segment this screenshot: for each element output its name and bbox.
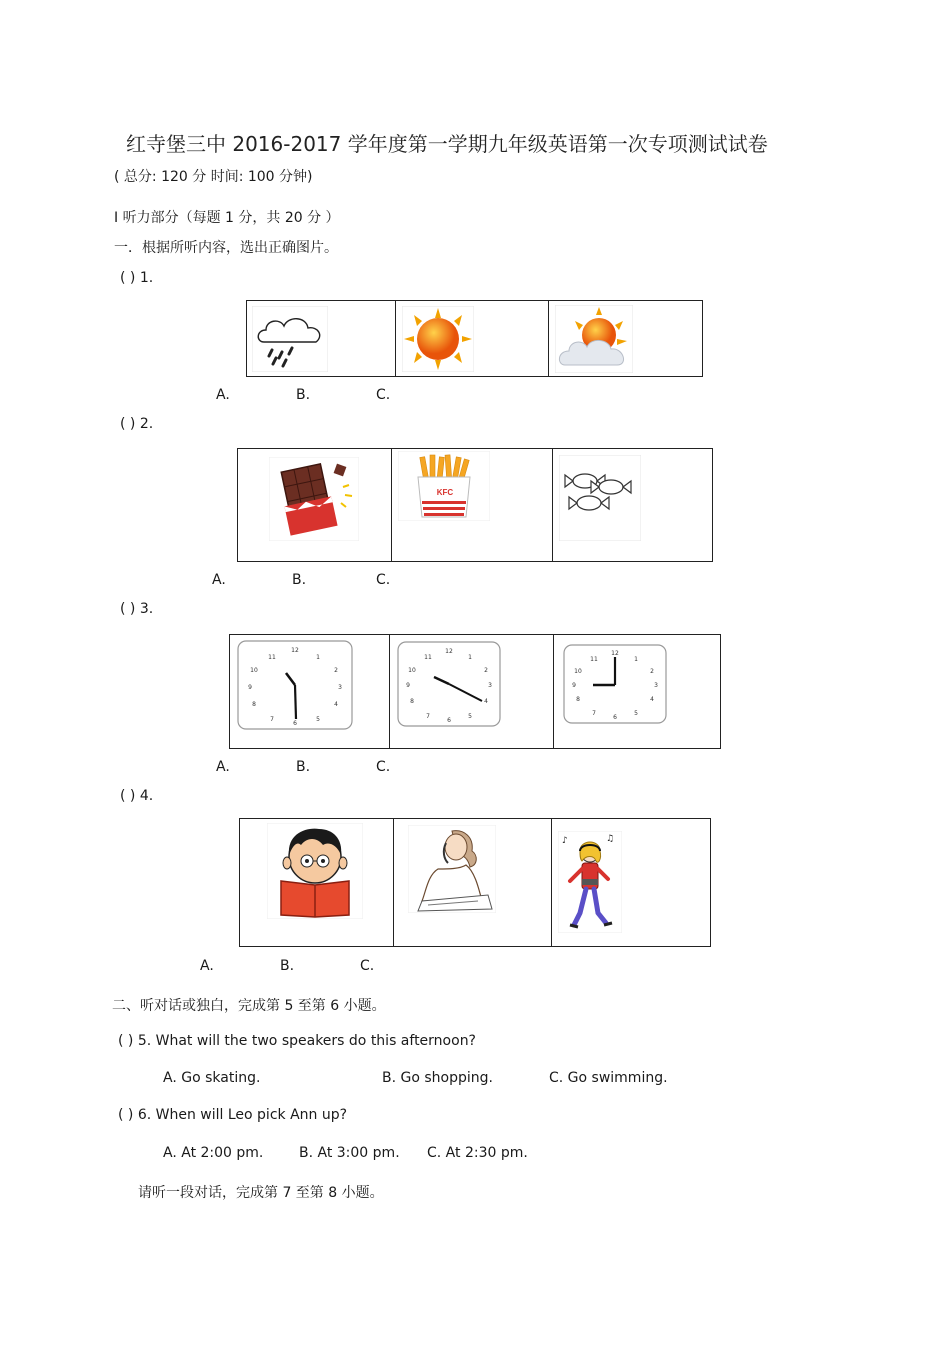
question-1-label-b: B. [296,387,311,403]
svg-text:12: 12 [611,650,619,657]
question-5-option-c[interactable]: C. Go swimming. [549,1070,668,1086]
question-1-number: ( ) 1. [120,270,154,286]
svg-text:1: 1 [316,654,320,661]
boy-reading-book-icon [267,823,363,919]
svg-text:11: 11 [590,656,598,663]
clock-icon [396,640,502,728]
question-3-options [229,634,721,749]
question-6-option-a[interactable]: A. At 2:00 pm. [163,1145,264,1161]
question-5-text: ( ) 5. What will the two speakers do this afternoon? [118,1033,476,1049]
svg-text:11: 11 [268,654,276,661]
option-3c[interactable] [554,635,720,748]
clock-nine-oclock-icon [562,643,668,725]
option-4c[interactable] [552,819,710,946]
chocolate-bar-icon [269,457,359,541]
rain-cloud-icon [252,306,328,372]
svg-text:8: 8 [576,696,580,703]
svg-text:12: 12 [445,648,453,655]
question-4-label-b: B. [280,958,295,974]
question-2-options [237,448,713,562]
svg-text:2: 2 [334,667,338,674]
option-2b[interactable] [392,449,553,561]
question-3-label-b: B. [296,759,311,775]
question-2-number: ( ) 2. [120,416,154,432]
question-6-option-b[interactable]: B. At 3:00 pm. [299,1145,400,1161]
svg-text:3: 3 [488,682,492,689]
option-3b[interactable] [390,635,554,748]
woman-on-phone-icon [408,825,496,913]
option-2a[interactable] [238,449,392,561]
option-3a[interactable] [230,635,390,748]
svg-text:3: 3 [654,682,658,689]
question-1-label-a: A. [216,387,230,403]
svg-text:4: 4 [650,696,654,703]
question-3-label-a: A. [216,759,230,775]
kfc-text: KFC [436,488,454,497]
svg-text:8: 8 [252,701,256,708]
svg-text:5: 5 [634,710,638,717]
svg-text:4: 4 [484,698,488,705]
option-2c[interactable] [553,449,712,561]
clock-half-past-eleven-icon [236,639,354,731]
svg-text:6: 6 [447,717,451,724]
part1-instruction: 一．根据所听内容，选出正确图片。 [114,240,338,256]
candies-icon [559,455,641,541]
section-header: I 听力部分（每题 1 分，共 20 分 ） [114,210,340,226]
svg-text:2: 2 [650,668,654,675]
question-3-number: ( ) 3. [120,601,154,617]
svg-text:♪: ♪ [562,836,568,846]
svg-text:1: 1 [634,656,638,663]
part3-instruction: 请听一段对话，完成第 7 至第 8 小题。 [138,1185,384,1201]
option-1b[interactable] [396,301,549,376]
question-6-text: ( ) 6. When will Leo pick Ann up? [118,1107,348,1123]
question-1-options [246,300,703,377]
question-4-label-c: C. [360,958,375,974]
sun-icon [402,306,474,372]
svg-text:10: 10 [408,667,416,674]
svg-text:4: 4 [334,701,338,708]
svg-text:12: 12 [291,647,299,654]
question-2-label-b: B. [292,572,307,588]
svg-text:7: 7 [592,710,596,717]
score-time-line: ( 总分: 120 分 时间: 100 分钟) [114,169,313,185]
svg-text:5: 5 [468,713,472,720]
svg-text:9: 9 [406,682,410,689]
svg-text:7: 7 [270,716,274,723]
svg-text:9: 9 [572,682,576,689]
svg-text:2: 2 [484,667,488,674]
girl-listening-music-icon [558,831,622,933]
question-6-option-c[interactable]: C. At 2:30 pm. [427,1145,528,1161]
svg-text:6: 6 [613,714,617,721]
question-2-label-a: A. [212,572,226,588]
question-2-label-c: C. [376,572,391,588]
svg-text:6: 6 [293,720,297,727]
svg-text:10: 10 [250,667,258,674]
option-1a[interactable] [247,301,396,376]
question-5-option-a[interactable]: A. Go skating. [163,1070,261,1086]
question-1-label-c: C. [376,387,391,403]
option-1c[interactable] [549,301,702,376]
svg-text:9: 9 [248,684,252,691]
sun-behind-cloud-icon [555,305,633,373]
part2-instruction: 二、听对话或独白，完成第 5 至第 6 小题。 [112,998,386,1014]
question-4-options [239,818,711,947]
svg-text:8: 8 [410,698,414,705]
question-3-label-c: C. [376,759,391,775]
kfc-fries-icon [398,451,490,521]
question-5-option-b[interactable]: B. Go shopping. [382,1070,493,1086]
svg-text:1: 1 [468,654,472,661]
exam-title: 红寺堡三中 2016-2017 学年度第一学期九年级英语第一次专项测试试卷 [126,132,768,156]
svg-text:10: 10 [574,668,582,675]
svg-text:5: 5 [316,716,320,723]
option-4a[interactable] [240,819,394,946]
question-4-label-a: A. [200,958,214,974]
option-4b[interactable] [394,819,552,946]
question-4-number: ( ) 4. [120,788,154,804]
svg-text:7: 7 [426,713,430,720]
svg-text:11: 11 [424,654,432,661]
svg-text:3: 3 [338,684,342,691]
svg-text:♫: ♫ [606,834,615,844]
